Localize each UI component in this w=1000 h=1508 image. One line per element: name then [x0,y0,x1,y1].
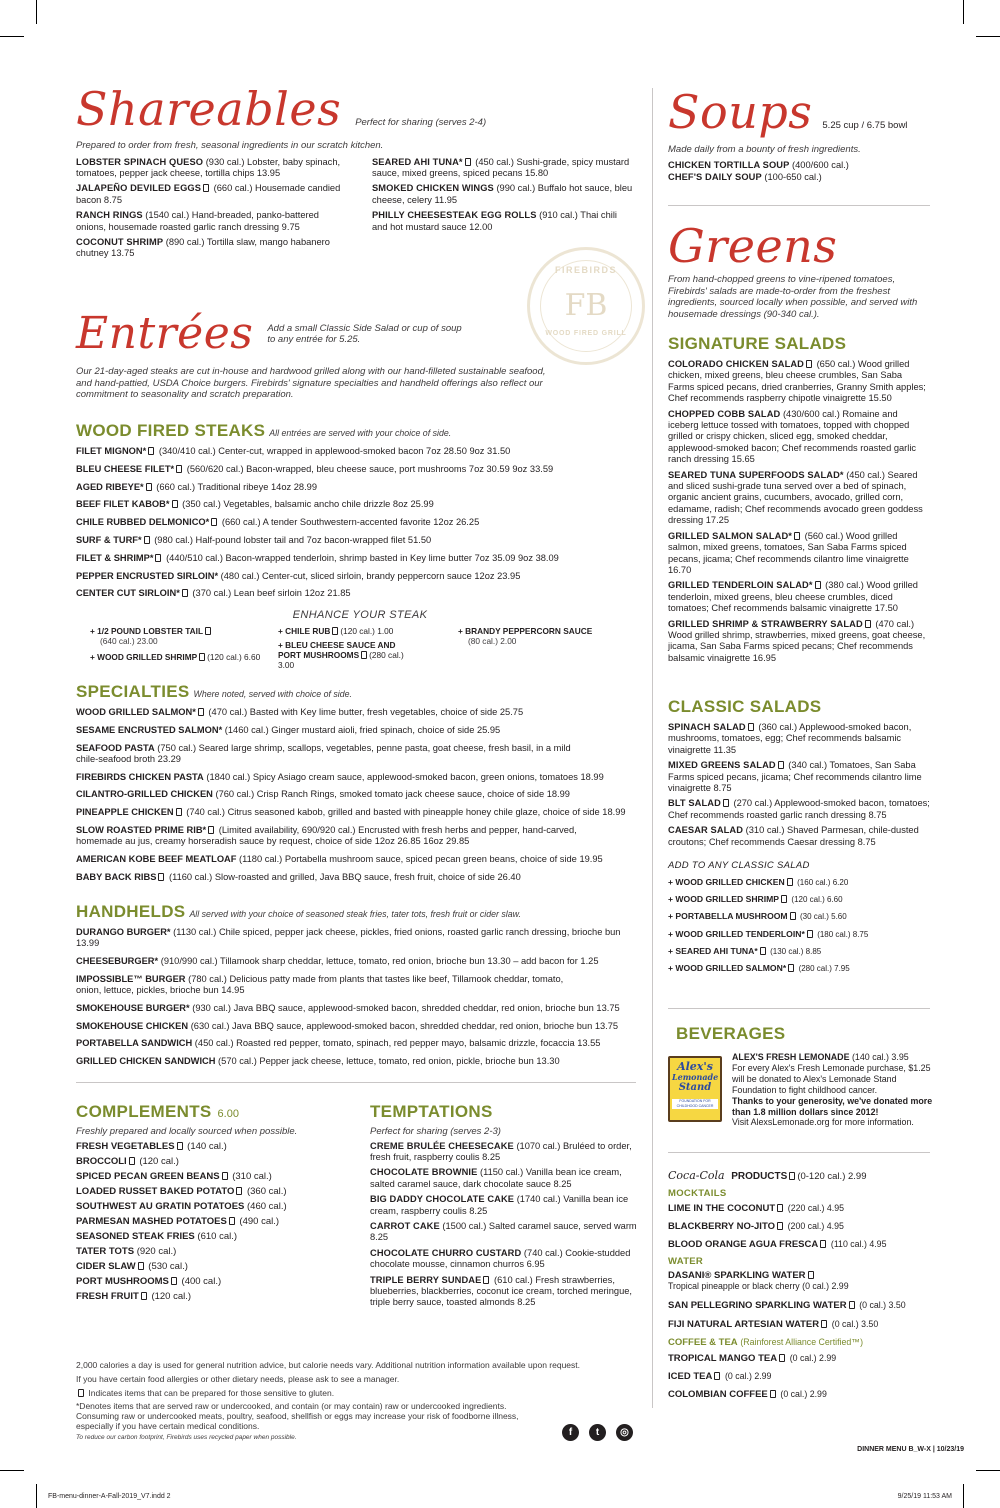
enhance-heading: ENHANCE YOUR STEAK [292,609,428,621]
gluten-free-icon [203,184,209,192]
drink-item: BLACKBERRY NO-JITO (200 cal.) 4.95 [668,1221,844,1233]
lemonade-desc: For every Alex's Fresh Lemonade purchase, $1.25 will be donated to Alex's Lemonade Stand Foundation to fight childhood cancer. [732,1062,931,1095]
gluten-free-icon [714,1372,720,1380]
gluten-free-icon [777,1222,783,1230]
salad-add-on: + WOOD GRILLED SHRIMP (120 cal.) 6.60 [668,894,843,905]
menu-item: PINEAPPLE CHICKEN (740 cal.) Citrus seasoned kabob, grilled and basted with pineapple honey chile glaze, choice of side 18.99 [76,807,626,818]
mocktails-heading: MOCKTAILS [668,1188,727,1200]
menu-item: CHILE RUBBED DELMONICO* (660 cal.) A tender Southwestern-accented favorite 12oz 26.25 [76,517,480,528]
menu-item: FILET MIGNON* (340/410 cal.) Center-cut, wrapped in applewood-smoked bacon 7oz 28.50 9oz 31.50 [76,446,511,456]
salad-add-on: + PORTABELLA MUSHROOM (30 cal.) 5.60 [668,911,847,922]
add-to-salad-list [668,877,930,974]
menu-item: SMOKED CHICKEN WINGS (990 cal.) Buffalo hot sauce, bleu cheese, celery 11.95 [372,183,633,205]
enhance-item-detail: (80 cal.) 2.00 [468,636,517,646]
column-divider [652,88,653,1408]
menu-item: CHICKEN TORTILLA SOUP (400/600 cal.) [668,159,849,170]
file-slug: FB-menu-dinner-A-Fall-2019_V7.indd 2 [48,1493,171,1500]
menu-item: CENTER CUT SIRLOIN* (370 cal.) Lean beef sirloin 12oz 21.85 [76,588,351,599]
twitter-icon[interactable]: t [589,1424,606,1441]
gluten-free-icon [146,483,152,491]
gluten-free-icon [787,878,793,886]
menu-item: SPICED PECAN GREEN BEANS (310 cal.) [76,1170,272,1182]
menu-item: CHEF'S DAILY SOUP (100-650 cal.) [668,171,822,182]
menu-item: BLT SALAD (270 cal.) Applewood-smoked bacon, tomatoes; Chef recommends roasted garlic ranch dressing 8.75 [668,798,930,820]
menu-item: CHOCOLATE CHURRO CUSTARD (740 cal.) Cookie-studded chocolate mousse, cinnamon churros 6.95 [370,1247,631,1270]
menu-item: LOBSTER SPINACH QUESO (930 cal.) Lobster, baby spinach, tomatoes, pepper jack cheese, tortilla chips 13.95 [76,156,341,178]
temptations-heading: TEMPTATIONS [370,1102,493,1121]
menu-item: SMOKEHOUSE CHICKEN (630 cal.) Java BBQ sauce, applewood-smoked bacon, shredded cheddar, red onion, brioche bun 13.75 [76,1020,619,1031]
classic-salads-heading: CLASSIC SALADS [668,697,822,716]
gluten-free-icon [770,1390,776,1398]
complements-list [76,1141,346,1303]
menu-item: WOOD GRILLED SALMON* (470 cal.) Basted with Key lime butter, fresh vegetables, choice of side 25.75 [76,707,524,717]
gluten-free-icon [141,1292,147,1300]
menu-item: FILET & SHRIMP* (440/510 cal.) Bacon-wrapped tenderloin, shrimp basted in Key lime butter 7oz 35.09 9oz 38.09 [76,552,559,563]
menu-item: BROCCOLI (120 cal.) [76,1155,179,1167]
crop-mark [0,1470,24,1471]
gluten-free-icon [748,723,754,731]
coffee-tea-heading: COFFEE & TEA (Rainforest Alliance Certified™) [668,1337,864,1349]
menu-item: SLOW ROASTED PRIME RIB* (Limited availability, 690/920 cal.) Encrusted with fresh herbs and pepper, hand-carved, homemade au jus, creamy horseradish sauce by request, choice of side 12oz 26.85 16oz 29.85 [76,824,577,847]
menu-item: CREME BRULÉE CHEESECAKE (1070 cal.) Bruléed to order, fresh fruit, raspberry coulis 8.25 [370,1140,632,1162]
soups-title: Soups [668,85,813,139]
greens-intro: From hand-chopped greens to vine-ripened tomatoes, Firebirds' salads are made-to-order from the freshest ingredients, sourced locally when possible, and served with housemade dressings (90-340 cal.). [668,274,918,320]
drink-item: FIJI NATURAL ARTESIAN WATER (0 cal.) 3.50 [668,1319,879,1331]
gluten-free-icon [806,360,812,368]
classic-salads-section [668,697,930,980]
gluten-free-icon [222,1172,228,1180]
drink-item: ICED TEA (0 cal.) 2.99 [668,1371,772,1383]
gluten-free-icon [781,895,787,903]
entrees-intro: Our 21-day-aged steaks are cut in-house and hardwood grilled along with our hand-filleted sustainable seafood, and hand-pattied, USDA Choice burgers. Firebirds' signature specialties and handheld offerings also reflect our commitment to seasonality and scratch preparation. [76,366,546,400]
shareables-section [76,84,636,264]
menu-item: DURANGO BURGER* (1130 cal.) Chile spiced, pepper jack cheese, pickles, fried onions, roasted garlic ranch dressing, brioche bun 13.99 [76,927,621,949]
menu-item: TRIPLE BERRY SUNDAE (610 cal.) Fresh strawberries, blueberries, blackberries, coconut ice cream, torched meringue, triple berry sauce, toasted almonds 8.25 [370,1274,632,1308]
gluten-free-icon [208,826,214,834]
gluten-free-icon [778,761,784,769]
footer-notes [76,1360,646,1441]
gluten-free-icon [155,554,161,562]
crop-mark [976,36,1000,37]
drink-item: LIME IN THE COCONUT (220 cal.) 4.95 [668,1203,845,1215]
menu-item: SEARED AHI TUNA* (450 cal.) Sushi-grade, spicy mustard sauce, mixed greens, spiced pecans 15.80 [372,156,630,178]
gluten-free-icon [794,532,800,540]
logo-tagline: FOUNDATION FOR CHILDHOOD CANCER [672,1099,718,1109]
drink-item: SAN PELLEGRINO SPARKLING WATER (0 cal.) 3.50 [668,1300,906,1312]
gluten-free-icon [788,964,794,972]
enhance-column [90,626,278,670]
crop-mark [976,1470,1000,1471]
steaks-note: All entrées are served with your choice of side. [269,428,452,438]
menu-item: AGED RIBEYE* (660 cal.) Traditional ribeye 14oz 28.99 [76,481,318,492]
enhance-item: + 1/2 POUND LOBSTER TAIL [90,626,278,636]
beverages-section [668,1024,938,1128]
enhance-item: + WOOD GRILLED SHRIMP (120 cal.) 6.60 [90,652,261,662]
salad-add-on: + WOOD GRILLED TENDERLOIN* (180 cal.) 8.75 [668,928,869,939]
logo-text: Lemonade [672,1072,719,1082]
gluten-free-icon [465,158,471,166]
gluten-free-icon [129,1157,135,1165]
complements-section [76,1102,346,1306]
gluten-free-icon [177,1142,183,1150]
drink-item: BLOOD ORANGE AGUA FRESCA (110 cal.) 4.95 [668,1239,887,1251]
gluten-free-icon [760,947,766,955]
menu-item: CHOCOLATE BROWNIE (1150 cal.) Vanilla bean ice cream, salted caramel sauce, dark chocolate sauce 8.25 [370,1167,622,1189]
menu-item: JALAPEÑO DEVILED EGGS (660 cal.) Housemade candied bacon 8.75 [76,183,341,205]
gluten-free-icon [821,1320,827,1328]
section-divider [668,1152,930,1153]
gluten-free-icon [361,651,367,659]
gluten-free-icon [789,1172,795,1180]
menu-item: PHILLY CHEESESTEAK EGG ROLLS (910 cal.) Thai chili and hot mustard sauce 12.00 [372,210,617,232]
enhance-item: + BRANDY PEPPERCORN SAUCE [458,626,593,636]
gluten-free-icon [808,1271,814,1279]
seal-bottom-text: WOOD FIRED GRILL [545,330,627,337]
nutrition-note: 2,000 calories a day is used for general nutrition advice, but calorie needs vary. Additional nutrition information available upon request. [76,1360,581,1370]
gluten-free-icon [148,447,154,455]
enhance-item: + BLEU CHEESE SAUCE AND PORT MUSHROOMS (280 cal.) 3.00 [278,640,404,670]
complements-heading: COMPLEMENTS [76,1102,212,1121]
gluten-free-icon [211,518,217,526]
coffee-list [668,1352,938,1401]
gluten-free-icon [199,653,205,661]
menu-item: GRILLED TENDERLOIN SALAD* (380 cal.) Wood grilled tenderloin, mixed greens, bleu cheese crumbles, diced tomatoes; Chef recommends balsamic vinaigrette 17.50 [668,580,918,614]
gluten-free-icon [332,627,338,635]
soups-price: 5.25 cup / 6.75 bowl [822,120,908,131]
handhelds-heading: HANDHELDS [76,902,186,921]
complements-note: Freshly prepared and locally sourced when possible. [76,1126,298,1137]
crop-mark [36,1484,37,1508]
instagram-icon[interactable]: ◎ [616,1424,633,1441]
menu-item: FIREBIRDS CHICKEN PASTA (1840 cal.) Spicy Asiago cream sauce, applewood-smoked bacon, green onions, tomatoes 18.99 [76,771,604,782]
menu-item: CHOPPED COBB SALAD (430/600 cal.) Romaine and iceberg lettuce tossed with tomatoes, topped with chopped grilled or crispy chicken, sliced egg, smoked cheddar, applewood-smoked bacon; Chef recommends roasted garlic ranch dressing 15.65 [668,408,917,465]
gluten-free-icon [138,1262,144,1270]
menu-item: IMPOSSIBLE™ BURGER (780 cal.) Delicious patty made from plants that tastes like beef, Tillamook cheddar, tomato, onion, lettuce, pickles, brioche bun 14.95 [76,973,564,995]
entrees-note: Add a small Classic Side Salad or cup of soup to any entrée for 5.25. [267,322,462,345]
file-timestamp: 9/25/19 11:53 AM [897,1493,952,1500]
coca-cola-products: Coca-Cola PRODUCTS (0-120 cal.) 2.99 [668,1169,867,1182]
gluten-free-icon [815,581,821,589]
menu-item: MIXED GREENS SALAD (340 cal.) Tomatoes, San Saba Farms spiced pecans, jicama; Chef recommends cilantro lime vinaigrette 8.75 [668,760,922,794]
crop-mark [963,0,964,24]
menu-item: SEARED TUNA SUPERFOODS SALAD* (450 cal.) Seared and sliced sushi-grade tuna served over a bed of spinach, organic ancient grains, cucumbers, avocado, grilled corn, edamame, radish; Chef recommends avocado green goddess dressing 17.25 [668,469,923,526]
gluten-free-icon [483,1276,489,1284]
menu-item: SOUTHWEST AU GRATIN POTATOES (460 cal.) [76,1200,287,1212]
allergy-note: If you have certain food allergies or other dietary needs, please ask to see a manager. [76,1374,400,1384]
alexs-lemonade-logo [668,1056,722,1122]
mocktails-list [668,1202,938,1251]
menu-code: DINNER MENU B_W-X | 10/23/19 [857,1446,964,1453]
gluten-free-icon [172,500,178,508]
gluten-free-icon [229,1217,235,1225]
shareables-tagline: Perfect for sharing (serves 2-4) [355,117,487,128]
gluten-free-icon [176,465,182,473]
logo-text: Alex's [677,1060,713,1073]
gluten-free-icon [723,799,729,807]
gluten-free-icon [176,808,182,816]
menu-item: SMOKEHOUSE BURGER* (930 cal.) Java BBQ sauce, applewood-smoked bacon, shredded cheddar, red onion, brioche bun 13.75 [76,1002,620,1013]
menu-item: BLEU CHEESE FILET* (560/620 cal.) Bacon-wrapped, bleu cheese sauce, port mushrooms 7oz 30.59 9oz 33.59 [76,463,554,474]
gluten-free-icon [171,1277,177,1285]
menu-item: SESAME ENCRUSTED SALMON* (1460 cal.) Ginger mustard aioli, fried spinach, choice of side 25.95 [76,724,501,735]
gluten-free-icon [779,1354,785,1362]
menu-item: RANCH RINGS (1540 cal.) Hand-breaded, panko-battered onions, housemade roasted garlic ranch dressing 9.75 [76,210,319,232]
drink-item: TROPICAL MANGO TEA (0 cal.) 2.99 [668,1353,837,1365]
water-heading: WATER [668,1256,704,1268]
gluten-free-icon [158,873,164,881]
steaks-heading: WOOD FIRED STEAKS [76,421,266,440]
gluten-free-icon [144,536,150,544]
menu-item: BABY BACK RIBS (1160 cal.) Slow-roasted and grilled, Java BBQ sauce, fresh fruit, choice of side 26.40 [76,871,521,882]
menu-item: CAESAR SALAD (310 cal.) Shaved Parmesan, chile-dusted croutons; Chef recommends Caesar dressing 8.75 [668,825,919,847]
menu-item: GRILLED SALMON SALAD* (560 cal.) Wood grilled salmon, mixed greens, tomatoes, San Saba Farms spiced pecans, jicama; Chef recommends cilantro lime vinaigrette 16.70 [668,530,909,575]
crop-mark [963,1484,964,1508]
gluten-free-icon [182,589,188,597]
greens-section [668,220,930,320]
beverages-heading: BEVERAGES [676,1024,786,1043]
complements-price: 6.00 [217,1108,239,1120]
menu-item: SPINACH SALAD (360 cal.) Applewood-smoked bacon, mushrooms, tomatoes, egg; Chef recommends balsamic vinaigrette 11.35 [668,722,912,755]
drink-item: DASANI® SPARKLING WATER Tropical pineapple or black cherry (0 cal.) 2.99 [668,1270,849,1292]
section-divider [76,1082,636,1083]
menu-item: SEAFOOD PASTA (750 cal.) Seared large shrimp, scallops, vegetables, penne pasta, goat cheese, fresh basil, in a mild chile-seafood broth 23.29 [76,742,571,764]
menu-item: CILANTRO-GRILLED CHICKEN (760 cal.) Crisp Ranch Rings, smoked tomato jack cheese sauce, choice of side 18.99 [76,789,570,800]
menu-item: SURF & TURF* (980 cal.) Half-pound lobster tail and 7oz bacon-wrapped filet 51.50 [76,534,432,545]
salad-add-on: + WOOD GRILLED CHICKEN (160 cal.) 6.20 [668,877,849,888]
menu-item: BEEF FILET KABOB* (350 cal.) Vegetables, balsamic ancho chile drizzle 8oz 25.99 [76,499,434,510]
menu-item: COCONUT SHRIMP (890 cal.) Tortilla slaw, mango habanero chutney 13.75 [76,236,330,259]
signature-salads-section [668,334,930,668]
gluten-free-icon [205,627,211,635]
lemonade-thanks: Thanks to your generosity, we've donated more than 1.8 million dollars since 2012! [732,1095,933,1117]
raw-food-note: *Denotes items that are served raw or undercooked, and contain (or may contain) raw or undercooked ingredients. Consuming raw or undercooked meats, poultry, seafood, shellfish or eggs may increase your risk of foodborne illness, especially if you have certain medical conditions. [76,1401,519,1431]
signature-salads-heading: SIGNATURE SALADS [668,334,847,353]
steaks-section [76,421,646,606]
section-divider [668,205,930,206]
gluten-free-icon [790,912,796,920]
shareables-title: Shareables [76,82,342,136]
enhance-item-detail: (640 cal.) 23.00 [100,636,158,646]
gluten-free-icon [198,708,204,716]
add-to-salad-heading: ADD TO ANY CLASSIC SALAD [668,860,810,872]
menu-item: CHEESEBURGER* (910/990 cal.) Tillamook sharp cheddar, lettuce, tomato, red onion, brioche bun 13.30 – add bacon for 1.25 [76,956,599,966]
temptations-section [370,1102,640,1313]
logo-text: Stand [678,1082,712,1093]
soups-note: Made daily from a bounty of fresh ingredients. [668,144,861,155]
handhelds-section [76,902,646,1074]
section-divider [668,1008,930,1009]
greens-title: Greens [668,219,838,273]
gluten-free-icon [236,1187,242,1195]
specialties-note: Where noted, served with choice of side. [193,689,352,699]
gluten-free-icon [849,1301,855,1309]
menu-item: PORTABELLA SANDWICH (450 cal.) Roasted red pepper, tomato, spinach, red pepper mayo, balsamic drizzle, focaccia 13.55 [76,1038,601,1049]
menu-item: CARROT CAKE (1500 cal.) Salted caramel sauce, served warm 8.25 [370,1220,637,1243]
menu-item: PORT MUSHROOMS (400 cal.) [76,1275,222,1287]
drinks-list [668,1170,938,1406]
shareables-left-column [76,157,348,264]
menu-item: COLORADO CHICKEN SALAD (650 cal.) Wood grilled chicken, mixed greens, bleu cheese crumbles, San Saba Farms spiced pecans, dried cranberries, Granny Smith apples; Chef recommends raspberry chipotle vinaigrette 15.50 [668,359,926,404]
seal-top-text: FIREBIRDS [554,265,617,275]
menu-item: FRESH VEGETABLES (140 cal.) [76,1140,227,1152]
salad-add-on: + WOOD GRILLED SALMON* (280 cal.) 7.95 [668,963,850,973]
menu-item: PARMESAN MASHED POTATOES (490 cal.) [76,1215,280,1227]
gluten-free-icon [820,1240,826,1248]
lemonade-text: ALEX'S FRESH LEMONADE (140 cal.) 3.95 For every Alex's Fresh Lemonade purchase, $1.25 will be donated to Alex's Lemonade Stand Foundation to fight childhood cancer. Thanks to your generosity, we've donated more than 1.8 million dollars since 2012! Visit AlexsLemonade.org for more information. [732,1052,938,1128]
entrees-section [76,308,636,401]
menu-item: GRILLED SHRIMP & STRAWBERRY SALAD (470 cal.) Wood grilled shrimp, strawberries, mixed greens, goat cheese, jicama, San Saba Farms spiced pecans; Chef recommends balsamic vinaigrette 16.95 [668,618,926,663]
crop-mark [0,36,24,37]
gluten-free-icon [807,930,813,938]
seal-monogram: FB [564,288,608,323]
enhance-item: + CHILE RUB (120 cal.) 1.00 [278,626,394,636]
menu-item: GRILLED CHICKEN SANDWICH (570 cal.) Pepper jack cheese, lettuce, tomato, red onion, pickle, brioche bun 13.30 [76,1056,560,1067]
gluten-free-icon [865,620,871,628]
drink-item: COLOMBIAN COFFEE (0 cal.) 2.99 [668,1389,827,1401]
menu-item: LOADED RUSSET BAKED POTATO (360 cal.) [76,1185,287,1197]
enhance-column [278,626,458,670]
gluten-note: Indicates items that can be prepared for those sensitive to gluten. [76,1388,646,1399]
menu-item: PEPPER ENCRUSTED SIRLOIN* (480 cal.) Center-cut, sliced sirloin, brandy peppercorn sauce 12oz 23.95 [76,570,521,581]
shareables-intro: Prepared to order from fresh, seasonal ingredients in our scratch kitchen. [76,140,384,151]
menu-item: AMERICAN KOBE BEEF MEATLOAF (1180 cal.) Portabella mushroom sauce, spiced pecan green beans, choice of side 19.95 [76,853,603,864]
handhelds-note: All served with your choice of seasoned steak fries, tater tots, fresh fruit or cider slaw. [189,909,521,919]
crop-mark [36,0,37,24]
menu-item: TATER TOTS (920 cal.) [76,1245,177,1257]
menu-item: FRESH FRUIT (120 cal.) [76,1290,192,1302]
enhance-column [458,626,608,670]
lemonade-link: Visit AlexsLemonade.org for more information. [732,1117,914,1128]
entrees-title: Entrées [76,308,254,359]
menu-item: SEASONED STEAK FRIES (610 cal.) [76,1230,238,1242]
temptations-note: Perfect for sharing (serves 2-3) [370,1126,501,1137]
water-list [668,1299,938,1331]
facebook-icon[interactable]: f [562,1424,579,1441]
enhance-steak-section [90,609,630,670]
specialties-heading: SPECIALTIES [76,682,190,701]
salad-add-on: + SEARED AHI TUNA* (130 cal.) 8.85 [668,945,822,956]
gluten-free-icon [777,1204,783,1212]
coca-cola-logo: Coca-Cola [668,1169,725,1182]
specialties-section [76,682,646,890]
menu-item: CIDER SLAW (530 cal.) [76,1260,188,1272]
soups-section [668,86,938,187]
gluten-free-icon [78,1389,84,1397]
menu-item: BIG DADDY CHOCOLATE CAKE (1740 cal.) Vanilla bean ice cream, raspberry coulis 8.25 [370,1194,629,1216]
recycle-note: To reduce our carbon footprint, Firebirds uses recycled paper when possible. [76,1434,297,1441]
